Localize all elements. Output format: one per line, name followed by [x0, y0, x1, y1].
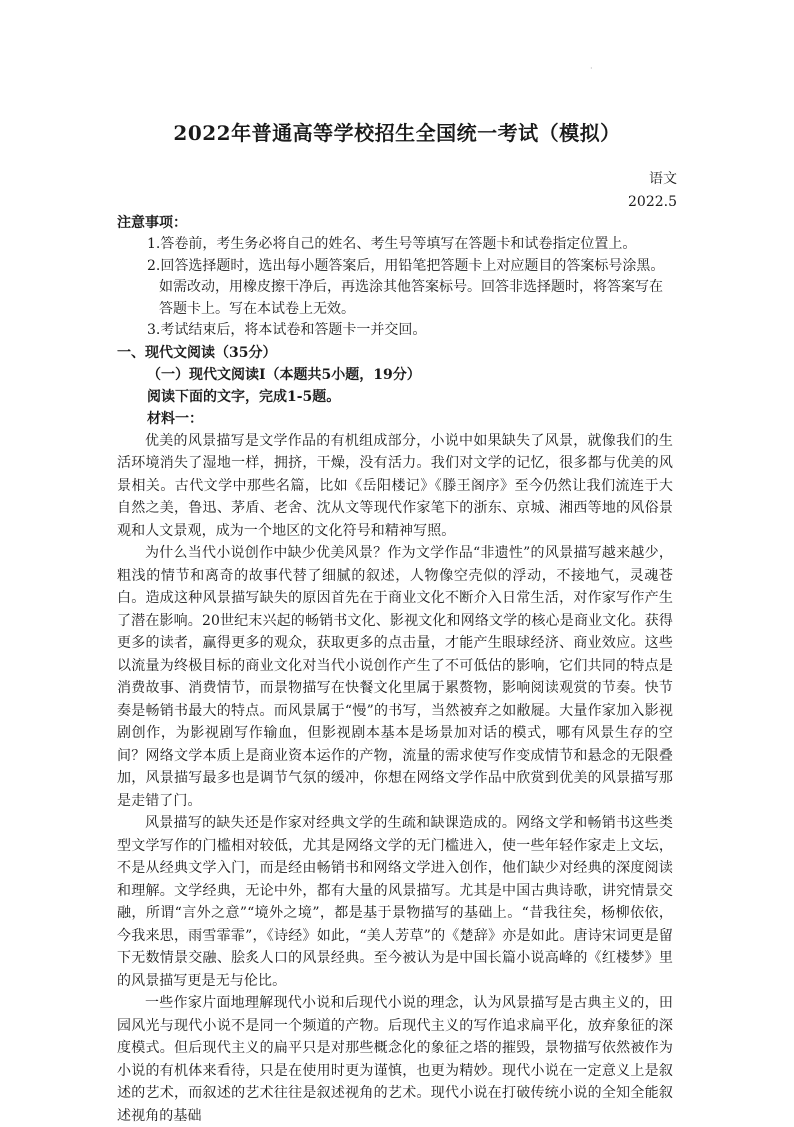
document-body — [117, 213, 673, 1127]
subject-label: 语文 — [649, 171, 677, 187]
note-item-1: 1.答卷前，考生务必将自己的姓名、考生号等填写在答题卡和试卷指定位置上。 — [147, 236, 637, 252]
notes-list — [117, 234, 673, 342]
note-item-2: 2.回答选择题时，选出每小题答案后，用铅笔把答题卡上对应题目的答案标号涂黑。如需改动，用橡皮擦干净后，再选涂其他答案标号。回答非选择题时，将答案写在答题卡上。写在本试卷上无效。 — [147, 257, 665, 317]
exam-date: 2022.5 — [628, 194, 677, 210]
paragraph-4: 一些作家片面地理解现代小说和后现代小说的理念，认为风景描写是古典主义的，田园风光与现代小说不是同一个频道的产物。后现代主义的写作追求扁平化，放弃象征的深度模式。但后现代主义的扁平只是对那些概念化的象征之塔的摧毁，景物描写依然被作为小说的有机体来看待，只是在使用时更为谨慎，也更为精妙。现代小说在一定意义上是叙述的艺术，而叙述的艺术往往是叙述视角的艺术。现代小说在打破传统小说的全知全能叙述视角的基础 — [117, 995, 673, 1124]
exam-meta — [628, 168, 677, 214]
section-heading: 一、现代文阅读（35分） — [117, 344, 277, 361]
material-label: 材料一： — [147, 410, 203, 427]
paragraph-3: 风景描写的缺失还是作家对经典文学的生疏和缺课造成的。网络文学和畅销书这些类型文学写作的门槛相对较低，尤其是网络文学的无门槛进入，使一些年轻作家走上文坛，不是从经典文学入门，而是经由畅销书和网络文学进入创作，他们缺少对经典的深度阅读和理解。文学经典，无论中外，都有大量的风景描写。尤其是中国古典诗歌，讲究情景交融，所谓“言外之意”“境外之境”，都是基于景物描写的基础上。“昔我往矣，杨柳依依，今我来思，雨雪霏霏”，《诗经》如此，“美人芳草”的《楚辞》亦是如此。唐诗宋词更是留下无数情景交融、脍炙人口的风景经典。至今被认为是中国长篇小说高峰的《红楼梦》里的风景描写更是无与伦比。 — [117, 815, 673, 989]
reading-instruction: 阅读下面的文字，完成1-5题。 — [147, 388, 341, 405]
paragraph-2: 为什么当代小说创作中缺少优美风景？作为文学作品“非遗性”的风景描写越来越少，粗浅的情节和离奇的故事代替了细腻的叙述，人物像空壳似的浮动，不接地气，灵魂苍白。造成这种风景描写缺失的原因首先在于商业文化不断介入日常生活，对作家写作产生了潜在影响。20世纪末兴起的畅销书文化、影视文化和网络文学的核心是商业文化。获得更多的读者，赢得更多的观众，获取更多的点击量，才能产生眼球经济、商业效应。这些以流量为终极目标的商业文化对当代小说创作产生了不可低估的影响，它们共同的特点是消费故事、消费情节，而景物描写在快餐文化里属于累赘物，影响阅读观赏的节奏。快节奏是畅销书最大的特点。而风景属于“慢”的书写，当然被弃之如敝屣。大量作家加入影视剧创作，为影视剧写作输血，但影视剧本基本是场景加对话的模式，哪有风景生存的空间？网络文学本质上是商业资本运作的产物，流量的需求使写作变成情节和悬念的无限叠加，风景描写最多也是调节气氛的缓冲，你想在网络文学作品中欣赏到优美的风景描写那是走错了门。 — [117, 545, 673, 809]
note-item-3: 3.考试结束后，将本试卷和答题卡一并交回。 — [147, 322, 427, 338]
paragraph-1: 优美的风景描写是文学作品的有机组成部分，小说中如果缺失了风景，就像我们的生活环境消失了湿地一样，拥挤，干燥，没有活力。我们对文学的记忆，很多都与优美的风景相关。古代文学中那些名篇，比如《岳阳楼记》《滕王阁序》至今仍然让我们流连于大自然之美，鲁迅、茅盾、老舍、沈从文等现代作家笔下的浙东、京城、湘西等地的风俗景观和人文景观，成为一个地区的文化符号和精神写照。 — [117, 432, 673, 539]
header-mark: · — [590, 64, 593, 73]
notes-heading: 注意事项： — [117, 215, 187, 231]
page-title: 2022年普通高等学校招生全国统一考试（模拟） — [173, 121, 621, 145]
subsection-heading: （一）现代文阅读Ⅰ（本题共5小题，19分） — [147, 366, 421, 383]
